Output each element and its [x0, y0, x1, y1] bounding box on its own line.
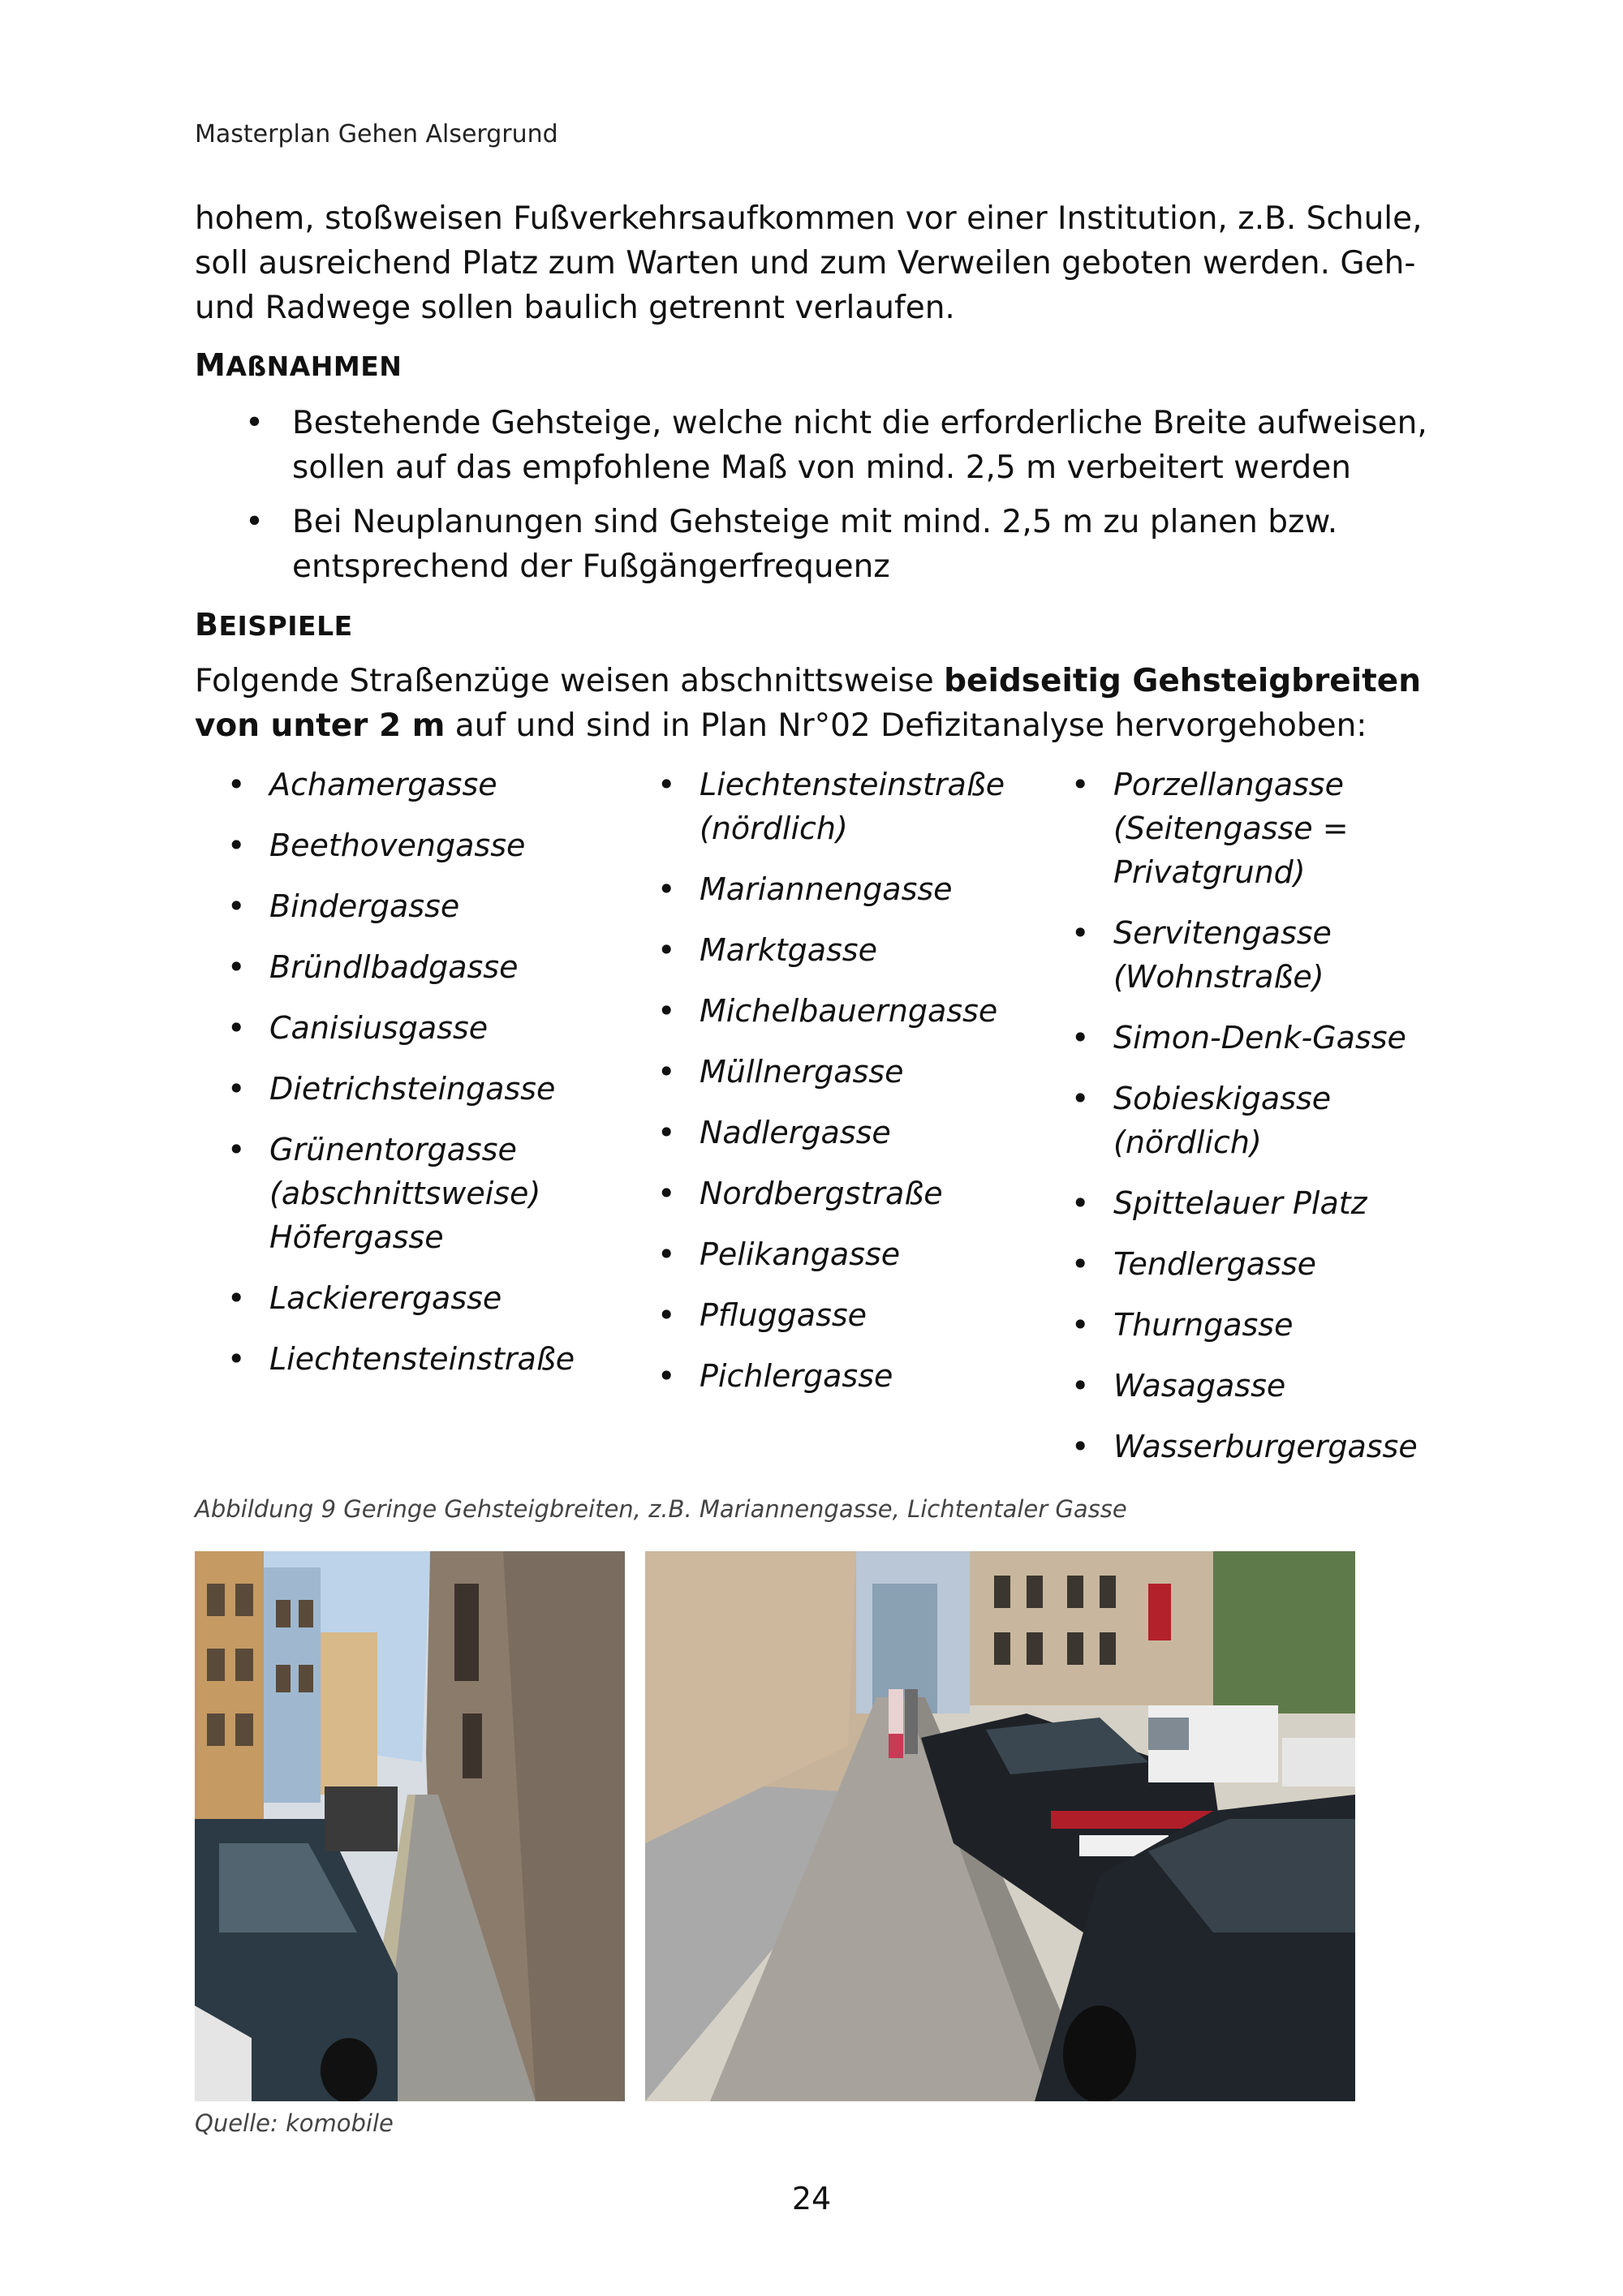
figure-caption: Abbildung 9 Geringe Gehsteigbreiten, z.B. Mariannengasse, Lichtentaler Gasse	[195, 1495, 1127, 1523]
measure-item: • Bei Neuplanungen sind Gehsteige mit mind. 2,5 m zu planen bzw. entsprechend der Fußgängerfrequenz	[235, 500, 1436, 589]
street-item: • Michelbauerngasse	[649, 989, 1039, 1033]
page-number: 24	[791, 2181, 832, 2216]
street-item: • Mariannengasse	[649, 867, 1039, 911]
street-item: • Servitengasse (Wohnstraße)	[1063, 911, 1444, 999]
street-item: • Spittelauer Platz	[1063, 1181, 1444, 1225]
examples-heading-initial: B	[195, 607, 219, 643]
street-item: • Porzellangasse (Seitengasse = Privatgrund)	[1063, 763, 1444, 894]
examples-heading-rest: EISPIELE	[218, 610, 353, 642]
street-item: • Sobieskigasse (nördlich)	[1063, 1077, 1444, 1164]
street-item: • Müllnergasse	[649, 1050, 1039, 1094]
measures-heading-initial: M	[195, 347, 226, 383]
street-item: • Bründlbadgasse	[219, 945, 641, 989]
sidewalk-photo-left	[195, 1551, 625, 2101]
street-item: • Wasserburgergasse	[1063, 1425, 1444, 1468]
measures-heading-rest: AßNAHMEN	[226, 350, 403, 382]
street-item: • Bindergasse	[219, 884, 641, 928]
street-item: • Simon-Denk-Gasse	[1063, 1016, 1444, 1060]
examples-intro-emphasis: beidseitig Gehsteigbreiten von unter 2 m	[195, 663, 1421, 744]
street-item: • Dietrichsteingasse	[219, 1067, 641, 1111]
intro-paragraph: hohem, stoßweisen Fußverkehrsaufkommen vor einer Institution, z.B. Schule, soll ausreichend Platz zum Warten und zum Verweilen geboten werden. Geh- und Radwege sollen baulich getrennt verlaufen.	[195, 200, 1423, 326]
street-item: • Tendlergasse	[1063, 1242, 1444, 1286]
street-item: • Canisiusgasse	[219, 1006, 641, 1050]
sidewalk-photo-right	[645, 1551, 1355, 2101]
examples-intro-text: Folgende Straßenzüge weisen abschnittsweise	[195, 663, 945, 699]
examples-heading	[195, 607, 353, 643]
figure-source: Quelle: komobile	[195, 2109, 394, 2137]
street-list-column-1	[219, 763, 641, 1398]
street-item: • Beethovengasse	[219, 823, 641, 867]
street-item: • Thurngasse	[1063, 1303, 1444, 1347]
street-item: • Lackierergasse	[219, 1276, 641, 1320]
street-item: • Grünentorgasse (abschnittsweise) Höfergasse	[219, 1128, 641, 1259]
examples-intro-paragraph	[195, 659, 1444, 748]
street-item: • Nadlergasse	[649, 1111, 1039, 1154]
measure-item: • Bestehende Gehsteige, welche nicht die erforderliche Breite aufweisen, sollen auf das empfohlene Maß von mind. 2,5 m verbeitert werden	[235, 401, 1436, 490]
street-item: • Pichlergasse	[649, 1354, 1039, 1398]
street-item: • Marktgasse	[649, 928, 1039, 972]
street-item: • Nordbergstraße	[649, 1172, 1039, 1215]
measures-list	[235, 401, 1436, 599]
street-item: • Wasagasse	[1063, 1364, 1444, 1408]
examples-intro-text-end: auf und sind in Plan Nr°02 Defizitanalyse hervorgehoben:	[445, 707, 1367, 744]
street-list-column-2	[649, 763, 1039, 1415]
running-header: Masterplan Gehen Alsergrund	[195, 120, 558, 148]
street-item: • Liechtensteinstraße	[219, 1337, 641, 1381]
street-list-column-3	[1063, 763, 1444, 1486]
street-item: • Liechtensteinstraße (nördlich)	[649, 763, 1039, 850]
measures-heading	[195, 347, 402, 383]
street-item: • Achamergasse	[219, 763, 641, 806]
street-item: • Pfluggasse	[649, 1293, 1039, 1337]
street-item: • Pelikangasse	[649, 1232, 1039, 1276]
